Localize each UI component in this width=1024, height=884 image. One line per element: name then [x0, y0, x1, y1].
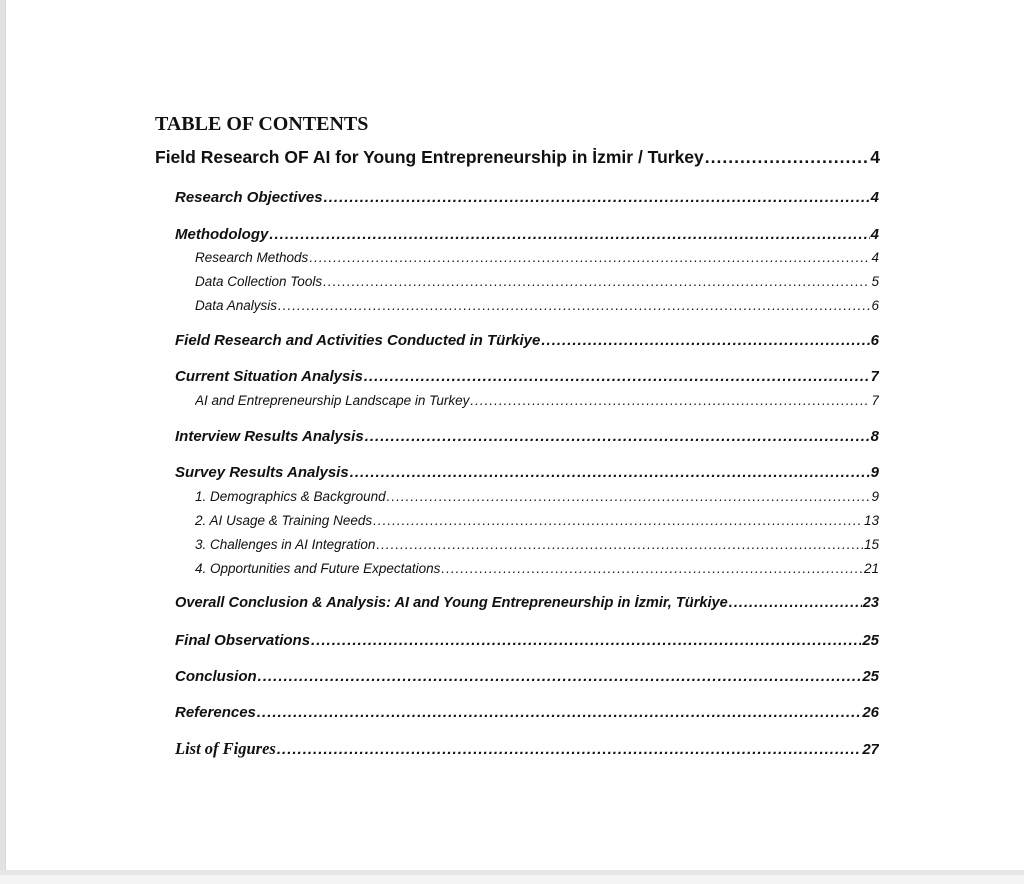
toc-entry-research-methods[interactable] [195, 250, 879, 265]
toc-entry-field-research[interactable] [155, 147, 880, 168]
toc-entry-page: 25 [862, 632, 879, 649]
toc-entry-methodology[interactable] [175, 226, 879, 243]
toc-entry-label: 4. Opportunities and Future Expectations [195, 561, 441, 576]
toc-entry-current-situation[interactable] [175, 368, 879, 385]
toc-entry-ai-landscape[interactable] [195, 393, 879, 408]
toc-entry-page: 9 [871, 489, 879, 504]
toc-entry-label: Data Collection Tools [195, 274, 323, 289]
toc-entry-page: 4 [870, 189, 879, 206]
dot-leader [365, 428, 870, 445]
toc-entry-page: 7 [871, 393, 879, 408]
toc-entry-data-analysis[interactable] [195, 298, 879, 313]
toc-entry-label: Data Analysis [195, 298, 278, 313]
toc-entry-label: Final Observations [175, 632, 311, 649]
toc-entry-interview-results[interactable] [175, 428, 879, 445]
page-bottom-edge [0, 870, 1024, 875]
dot-leader [373, 513, 863, 528]
toc-entry-page: 5 [871, 274, 879, 289]
toc-entry-page: 21 [863, 561, 879, 576]
dot-leader [387, 489, 871, 504]
toc-entry-label: Methodology [175, 226, 269, 243]
toc-entry-research-objectives[interactable] [175, 189, 879, 206]
toc-entry-conclusion[interactable] [175, 668, 879, 685]
dot-leader [269, 226, 869, 243]
toc-entry-survey-results[interactable] [175, 464, 879, 481]
dot-leader [541, 332, 869, 349]
toc-entry-page: 4 [870, 147, 880, 167]
toc-entry-label: 1. Demographics & Background [195, 489, 386, 504]
toc-entry-label: Research Objectives [175, 189, 323, 206]
toc-entry-page: 9 [870, 464, 879, 481]
toc-entry-data-collection-tools[interactable] [195, 274, 879, 289]
dot-leader [311, 632, 861, 649]
toc-entry-final-observations[interactable] [175, 632, 879, 649]
toc-entry-page: 13 [863, 513, 879, 528]
toc-entry-label: AI and Entrepreneurship Landscape in Turkey [195, 393, 470, 408]
dot-leader [364, 368, 870, 385]
toc-entry-label: 3. Challenges in AI Integration [195, 537, 376, 552]
toc-entry-demographics[interactable] [195, 489, 879, 504]
toc-entry-page: 26 [862, 704, 879, 721]
toc-entry-label: Field Research and Activities Conducted in Türkiye [175, 332, 541, 349]
toc-entry-page: 25 [862, 668, 879, 685]
toc-entry-page: 27 [862, 741, 879, 758]
toc-entry-label: Research Methods [195, 250, 309, 265]
toc-entry-page: 7 [870, 368, 879, 385]
dot-leader [257, 704, 861, 721]
toc-entry-page: 23 [862, 595, 879, 611]
dot-leader [323, 274, 870, 289]
toc-entry-ai-usage[interactable] [195, 513, 879, 528]
toc-entry-challenges[interactable] [195, 537, 879, 552]
toc-entry-opportunities[interactable] [195, 561, 879, 576]
toc-entry-field-research-turkiye[interactable] [175, 332, 879, 349]
dot-leader [441, 561, 863, 576]
toc-entry-list-of-figures[interactable] [175, 739, 879, 759]
dot-leader [278, 298, 870, 313]
toc-entry-references[interactable] [175, 704, 879, 721]
toc-entry-page: 15 [863, 537, 879, 552]
dot-leader [324, 189, 870, 206]
toc-entry-label: List of Figures [175, 739, 276, 758]
toc-entry-label: Current Situation Analysis [175, 368, 363, 385]
toc-entry-label: Survey Results Analysis [175, 464, 349, 481]
dot-leader [350, 464, 870, 481]
toc-heading: TABLE OF CONTENTS [155, 113, 369, 135]
toc-entry-label: Field Research OF AI for Young Entrepreneurship in İzmir / Turkey [155, 147, 704, 167]
dot-leader [258, 668, 862, 685]
toc-entry-page: 6 [871, 298, 879, 313]
toc-entry-label: 2. AI Usage & Training Needs [195, 513, 373, 528]
toc-entry-page: 4 [870, 226, 879, 243]
toc-entry-label: Interview Results Analysis [175, 428, 364, 445]
dot-leader [729, 595, 862, 611]
dot-leader [277, 741, 861, 758]
toc-entry-page: 4 [871, 250, 879, 265]
dot-leader [470, 393, 870, 408]
toc-entry-label: Overall Conclusion & Analysis: AI and Young Entrepreneurship in İzmir, Türkiye [175, 595, 728, 611]
dot-leader [376, 537, 863, 552]
toc-entry-overall-conclusion[interactable] [175, 595, 879, 611]
toc-entry-page: 6 [870, 332, 879, 349]
dot-leader [705, 147, 870, 168]
toc-entry-page: 8 [870, 428, 879, 445]
toc-entry-label: Conclusion [175, 668, 257, 685]
toc-entry-label: References [175, 704, 256, 721]
dot-leader [309, 250, 870, 265]
